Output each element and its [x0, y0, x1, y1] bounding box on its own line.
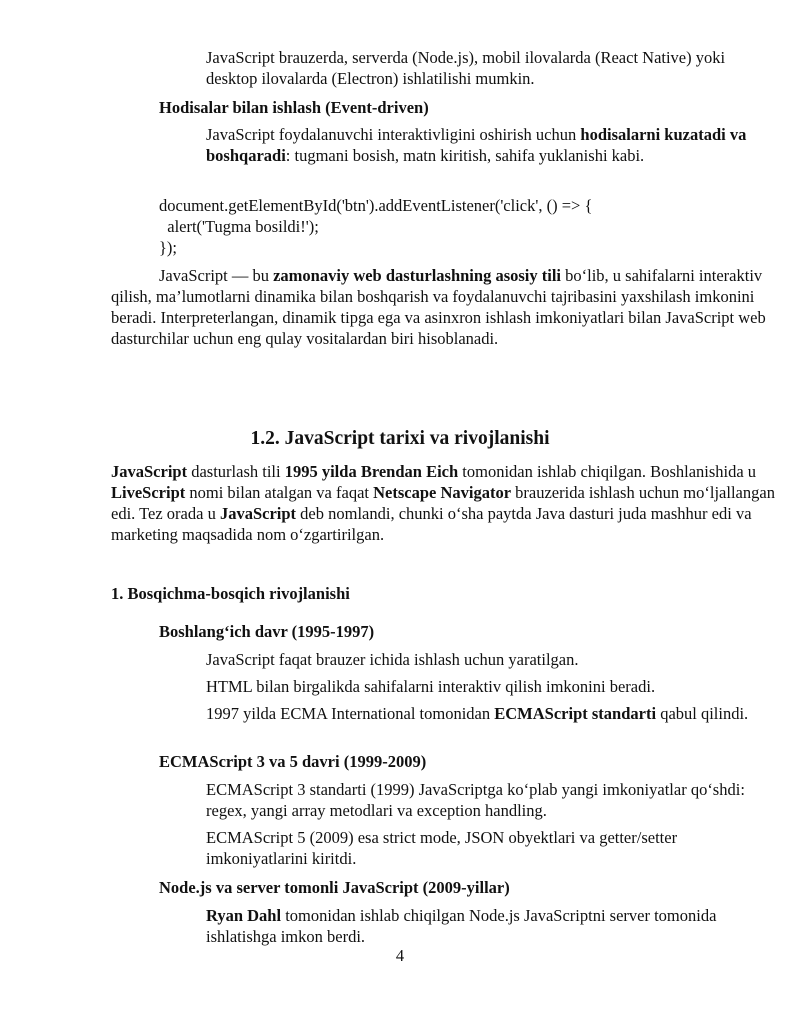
text-run: : tugmani bosish, matn kiritish, sahifa yuklanishi kabi. — [285, 146, 645, 165]
paragraph-summary — [111, 265, 787, 349]
paragraph-platforms — [206, 47, 766, 89]
code-line: }); — [159, 238, 177, 257]
list-item — [206, 905, 766, 947]
code-block — [159, 195, 779, 258]
heading-era-ecmascript: ECMAScript 3 va 5 davri (1999-2009) — [159, 752, 427, 771]
text-run: tomonidan ishlab chiqilgan Node.js JavaScriptni server tomonida ishlatishga imkon berdi. — [206, 906, 717, 946]
paragraph-intro — [111, 461, 787, 545]
list-item — [206, 703, 766, 724]
code-line: document.getElementById('btn').addEventListener('click', () => { — [159, 196, 593, 215]
text-run: brauzerida ishlash uchun mo‘ljallangan edi. Tez orada u — [111, 483, 775, 523]
bold-run: 1995 yilda Brendan Eich — [284, 462, 459, 481]
bold-run: LiveScript — [111, 483, 186, 502]
bold-run: JavaScript — [111, 462, 188, 481]
subheading-stages: 1. Bosqichma-bosqich rivojlanishi — [111, 584, 350, 603]
bold-run: hodisalarni kuzatadi va boshqaradi — [206, 125, 747, 165]
bold-run: ECMAScript standarti — [494, 704, 657, 723]
list-item: HTML bilan birgalikda sahifalarni interaktiv qilish imkonini beradi. — [206, 677, 656, 696]
bold-run: Netscape Navigator — [373, 483, 512, 502]
code-line: alert('Tugma bosildi!'); — [159, 217, 319, 236]
list-item: ECMAScript 5 (2009) esa strict mode, JSON obyektlari va getter/setter imkoniyatlarini kiritdi. — [206, 828, 678, 868]
heading-event-driven: Hodisalar bilan ishlash (Event-driven) — [159, 98, 429, 117]
text-run: 1997 yilda ECMA International tomonidan — [206, 704, 495, 723]
text-run: deb nomlandi, chunki o‘sha paytda Java dasturi juda mashhur edi va marketing maqsadida nom o‘zgartirilgan. — [111, 504, 752, 544]
text-run: JavaScript — bu — [159, 266, 274, 285]
list-item: ECMAScript 3 standarti (1999) JavaScriptga ko‘plab yangi imkoniyatlar qo‘shdi: regex, yangi array metodlari va exception handling. — [206, 780, 745, 820]
bold-run: Ryan Dahl — [206, 906, 282, 925]
text-run: dasturlash tili — [187, 462, 285, 481]
bold-run: JavaScript — [219, 504, 297, 523]
text-run: JavaScript foydalanuvchi interaktivligini oshirish uchun — [206, 125, 581, 144]
heading-era-nodejs: Node.js va server tomonli JavaScript (2009-yillar) — [159, 878, 510, 897]
text-run: nomi bilan atalgan va faqat — [185, 483, 374, 502]
heading-era-1995: Boshlang‘ich davr (1995-1997) — [159, 622, 375, 641]
list-item: JavaScript faqat brauzer ichida ishlash uchun yaratilgan. — [206, 650, 579, 669]
section-title: 1.2. JavaScript tarixi va rivojlanishi — [250, 428, 550, 449]
paragraph-text: JavaScript brauzerda, serverda (Node.js), mobil ilovalarda (React Native) yoki desktop ilovalarda (Electron) ishlatilishi mumkin. — [206, 48, 726, 88]
bold-run: zamonaviy web dasturlashning asosiy tili — [273, 266, 561, 285]
text-run: qabul qilindi. — [656, 704, 749, 723]
text-run: tomonidan ishlab chiqilgan. Boshlanishida u — [458, 462, 757, 481]
page-number: 4 — [395, 946, 405, 965]
paragraph-events — [206, 124, 766, 166]
text-run: bo‘lib, u sahifalarni interaktiv qilish, ma’lumotlarni dinamika bilan boshqarish va foydalanuvchi tajribasini yaxshilash imkonini beradi. Interpreterlangan, dinamik tipga ega va asinxron ishlash imkoniyatlari bilan JavaScript web dasturchilar uchun eng qulay vositalardan biri hisoblanadi. — [111, 266, 766, 348]
